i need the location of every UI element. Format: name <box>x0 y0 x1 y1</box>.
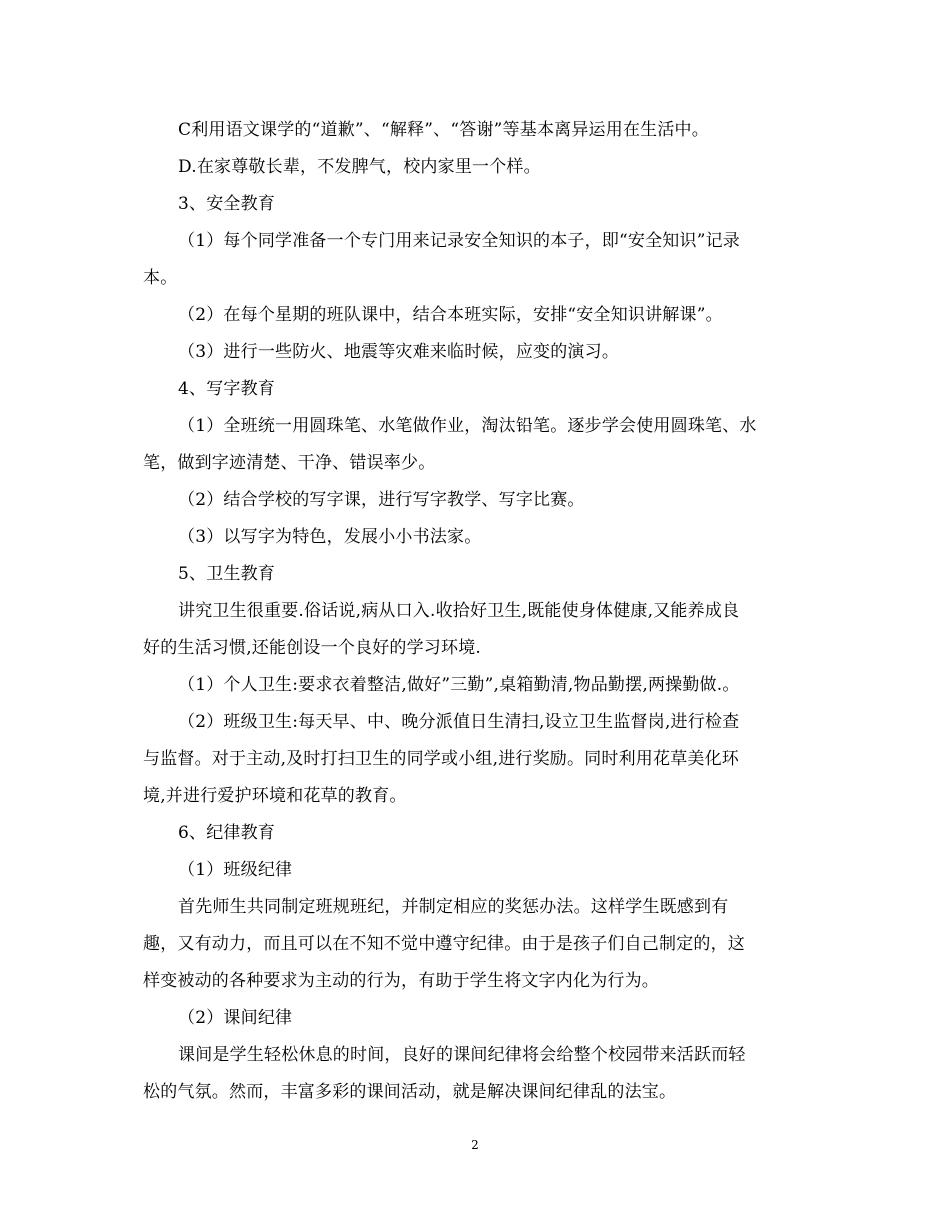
page-number: 2 <box>471 1138 479 1152</box>
section-heading: 6、纪律教育 <box>178 823 276 843</box>
text-line: 首先师生共同制定班规班纪，并制定相应的奖惩办法。这样学生既感到有 <box>178 897 729 917</box>
section-heading: 4、写字教育 <box>178 379 276 399</box>
text-line: （3）进行一些防火、地震等灾难来临时候，应变的演习。 <box>178 342 620 362</box>
text-line: C利用语文课学的“道歉”、“解释”、“答谢”等基本离异运用在生活中。 <box>178 120 709 140</box>
text-line: （1）每个同学准备一个专门用来记录安全知识的本子，即“安全知识”记录 <box>178 231 740 251</box>
text-line: 与监督。对于主动,及时打扫卫生的同学或小组,进行奖励。同时利用花草美化环 <box>143 749 740 769</box>
text-line: （1）个人卫生:要求衣着整洁,做好”三勤”,桌箱勤清,物品勤摆,两操勤做.。 <box>178 675 740 695</box>
text-line: 讲究卫生很重要.俗话说,病从口入.收拾好卫生,既能使身体健康,又能养成良 <box>178 601 740 621</box>
section-heading: 3、安全教育 <box>178 194 276 214</box>
section-heading: 5、卫生教育 <box>178 564 276 584</box>
text-line: （1）全班统一用圆珠笔、水笔做作业，淘汰铅笔。逐步学会使用圆珠笔、水 <box>178 416 757 436</box>
text-line: 松的气氛。然而，丰富多彩的课间活动，就是解决课间纪律乱的法宝。 <box>143 1082 677 1102</box>
text-line: （1）班级纪律 <box>178 860 293 880</box>
text-line: 本。 <box>143 268 178 288</box>
text-line: D.在家尊敬长辈，不发脾气，校内家里一个样。 <box>178 157 541 177</box>
text-line: 趣，又有动力，而且可以在不知不觉中遵守纪律。由于是孩子们自己制定的，这 <box>143 934 745 954</box>
text-line: 境,并进行爱护环境和花草的教育。 <box>143 786 407 806</box>
text-line: （2）班级卫生:每天早、中、晚分派值日生清扫,设立卫生监督岗,进行检查 <box>178 712 740 732</box>
text-line: （2）在每个星期的班队课中，结合本班实际，安排“安全知识讲解课”。 <box>178 305 723 325</box>
text-line: 笔，做到字迹清楚、干净、错误率少。 <box>143 453 436 473</box>
text-line: 好的生活习惯,还能创设一个良好的学习环境. <box>143 638 482 658</box>
text-line: 课间是学生轻松休息的时间，良好的课间纪律将会给整个校园带来活跃而轻 <box>178 1045 746 1065</box>
text-line: （3）以写字为特色，发展小小书法家。 <box>178 527 482 547</box>
text-line: （2）结合学校的写字课，进行写字教学、写字比赛。 <box>178 490 585 510</box>
text-line: （2）课间纪律 <box>178 1008 293 1028</box>
text-line: 样变被动的各种要求为主动的行为，有助于学生将文字内化为行为。 <box>143 971 659 991</box>
